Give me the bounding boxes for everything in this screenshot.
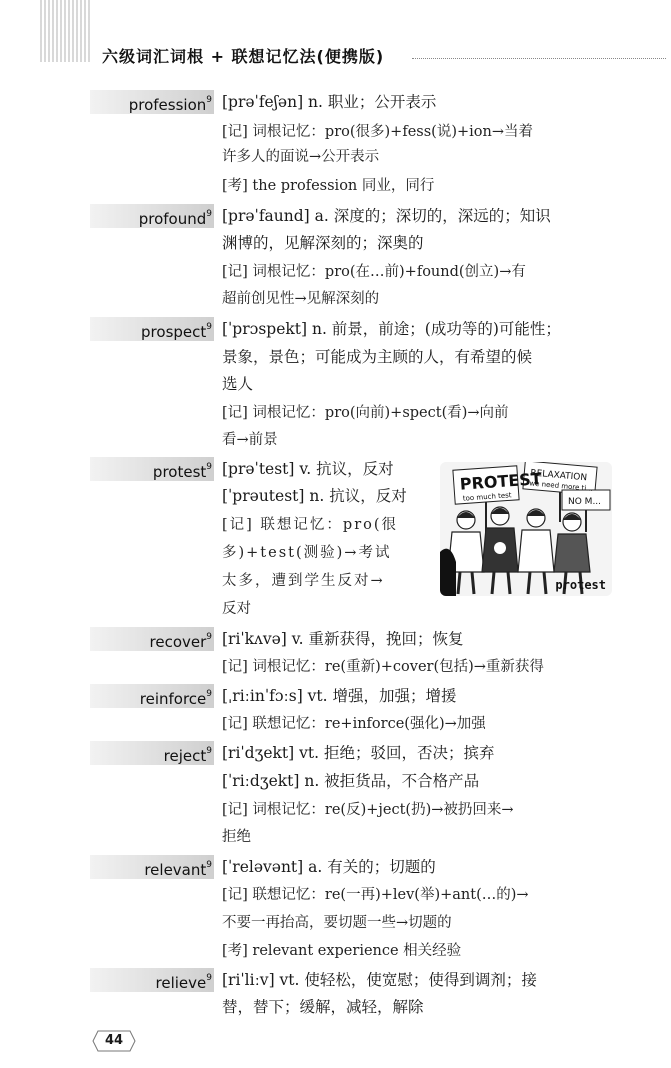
memory-note: 拒绝 xyxy=(222,829,251,845)
memory-note: [记] 联想记忆：pro(很 xyxy=(222,517,399,533)
memory-note: 太多，遭到学生反对→ xyxy=(222,573,385,589)
sign-relaxation: RELAXATION xyxy=(529,468,588,484)
definition-line: [prəˈtest] v. 抗议，反对 xyxy=(222,460,394,478)
sign-too-much-test: too much test xyxy=(462,491,512,503)
memory-note: [记] 词根记忆：pro(很多)+fess(说)+ion→当着 xyxy=(222,124,533,140)
header-rule xyxy=(412,58,666,59)
illustration-caption: protest xyxy=(555,578,606,592)
memory-note: 多)+test(测验)→考试 xyxy=(222,545,392,561)
sign-need-more: we need more ti... xyxy=(529,479,594,493)
page-number-text: 44 xyxy=(104,1033,124,1048)
header-decoration xyxy=(40,0,90,62)
headword: reject$^9$ xyxy=(90,741,214,765)
memory-note: [记] 联想记忆：re+inforce(强化)→加强 xyxy=(222,716,486,732)
protest-illustration xyxy=(440,462,612,596)
definition-line: [ˈprəutest] n. 抗议，反对 xyxy=(222,487,407,505)
headword: recover$^9$ xyxy=(90,627,214,651)
page-header-title: 六级词汇词根 + 联想记忆法(便携版) xyxy=(102,47,385,66)
definition-line: [prəˈfaund] a. 深度的；深切的，深远的；知识 xyxy=(222,207,551,225)
memory-note: 反对 xyxy=(222,601,251,617)
headword: prospect$^9$ xyxy=(90,317,214,341)
definition-line: [ˌriːinˈfɔːs] vt. 增强，加强；增援 xyxy=(222,687,457,705)
definition-line: [riˈliːv] vt. 使轻松，使宽慰；使得到调剂；接 xyxy=(222,971,537,989)
memory-note: [记] 联想记忆：re(一再)+lev(举)+ant(…的)→ xyxy=(222,887,529,903)
definition-line: 渊博的，见解深刻的；深奥的 xyxy=(222,234,424,252)
headword: profound$^9$ xyxy=(90,204,214,228)
headword: protest$^9$ xyxy=(90,457,214,481)
memory-note: [记] 词根记忆：re(重新)+cover(包括)→重新获得 xyxy=(222,659,544,675)
memory-note: [记] 词根记忆：re(反)+ject(扔)→被扔回来→ xyxy=(222,802,514,818)
definition-line: 替，替下；缓解，减轻，解除 xyxy=(222,998,424,1016)
memory-note: [记] 词根记忆：pro(向前)+spect(看)→向前 xyxy=(222,405,509,421)
definition-line: [ˈreləvənt] a. 有关的；切题的 xyxy=(222,858,436,876)
definition-line: [riˈdʒekt] vt. 拒绝；驳回，否决；摈弃 xyxy=(222,744,495,762)
headword: reinforce$^9$ xyxy=(90,684,214,708)
memory-note: 看→前景 xyxy=(222,432,278,448)
page-number xyxy=(92,1030,136,1052)
exam-note: [考] the profession 同业，同行 xyxy=(222,178,435,194)
headword: profession$^9$ xyxy=(90,90,214,114)
memory-note: [记] 词根记忆：pro(在…前)+found(创立)→有 xyxy=(222,264,526,280)
headword: relieve$^9$ xyxy=(90,968,214,992)
memory-note: 许多人的面说→公开表示 xyxy=(222,149,380,165)
headword: relevant$^9$ xyxy=(90,855,214,879)
definition-line: [prəˈfeʃən] n. 职业；公开表示 xyxy=(222,93,437,111)
definition-line: 景象，景色；可能成为主顾的人，有希望的候 xyxy=(222,348,533,366)
definition-line: [ˈriːdʒekt] n. 被拒货品，不合格产品 xyxy=(222,772,480,790)
sign-protest: PROTEST xyxy=(459,469,543,494)
memory-note: 超前创见性→见解深刻的 xyxy=(222,291,380,307)
definition-line: [ˈprɔspekt] n. 前景，前途；(成功等的)可能性； xyxy=(222,320,561,338)
exam-note: [考] relevant experience 相关经验 xyxy=(222,943,462,959)
definition-line: 选人 xyxy=(222,375,254,393)
protest-drawing xyxy=(440,462,612,596)
memory-note: 不要一再抬高，要切题一些→切题的 xyxy=(222,915,452,931)
sign-no-more: NO M... xyxy=(568,497,602,507)
definition-line: [riˈkʌvə] v. 重新获得，挽回；恢复 xyxy=(222,630,464,648)
